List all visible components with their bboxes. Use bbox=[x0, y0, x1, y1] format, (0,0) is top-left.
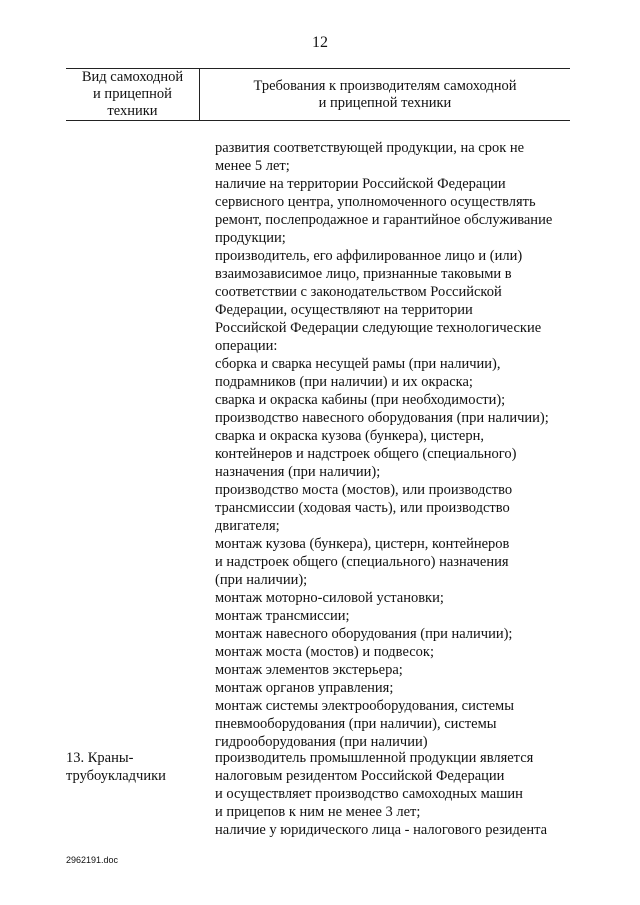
requirement-line: монтаж моторно-силовой установки; bbox=[215, 590, 444, 606]
requirement-line: трансмиссии (ходовая часть), или производство bbox=[215, 500, 510, 516]
requirement-line: производство моста (мостов), или производство bbox=[215, 482, 513, 498]
requirement-line: Федерации, осуществляют на территории bbox=[215, 302, 473, 318]
table-header-rule bbox=[66, 120, 570, 121]
requirement-line: производитель, его аффилированное лицо и (или) bbox=[215, 248, 523, 264]
requirement-line: наличие на территории Российской Федерации bbox=[215, 176, 506, 192]
header-col-requirements bbox=[200, 69, 570, 120]
requirement-line: назначения (при наличии); bbox=[215, 464, 381, 480]
requirement-line: Российской Федерации следующие технологические bbox=[215, 320, 542, 336]
header-col-type-line: Вид самоходной bbox=[81, 69, 184, 85]
requirement-line: взаимозависимое лицо, признанные таковыми в bbox=[215, 266, 512, 282]
requirement-line: сервисного центра, уполномоченного осуществлять bbox=[215, 194, 536, 210]
requirement-line: (при наличии); bbox=[215, 572, 308, 588]
requirement-line: менее 5 лет; bbox=[215, 158, 290, 174]
header-col-req-line: и прицепной техники bbox=[318, 94, 452, 111]
requirement-line: и прицепов к ним не менее 3 лет; bbox=[215, 804, 421, 820]
requirement-line: производство навесного оборудования (при наличии); bbox=[215, 410, 549, 426]
header-col-type-line: и прицепной bbox=[93, 86, 172, 102]
requirement-line: и надстроек общего (специального) назначения bbox=[215, 554, 509, 570]
requirement-line: ремонт, послепродажное и гарантийное обслуживание bbox=[215, 212, 553, 228]
requirement-line: налоговым резидентом Российской Федерации bbox=[215, 768, 505, 784]
requirement-line: монтаж кузова (бункера), цистерн, контейнеров bbox=[215, 536, 510, 552]
row2-type bbox=[66, 749, 206, 785]
requirement-line: монтаж моста (мостов) и подвесок; bbox=[215, 644, 434, 660]
requirement-line: гидрооборудования (при наличии) bbox=[215, 734, 428, 750]
requirement-line: монтаж элементов экстерьера; bbox=[215, 662, 403, 678]
row2-type-line: 13. Краны- bbox=[66, 750, 134, 766]
header-col-type-line: техники bbox=[107, 103, 158, 119]
requirement-line: подрамников (при наличии) и их окраска; bbox=[215, 374, 473, 390]
requirement-line: соответствии с законодательством Российской bbox=[215, 284, 502, 300]
requirement-line: и осуществляет производство самоходных машин bbox=[215, 786, 523, 802]
requirement-line: сварка и окраска кузова (бункера), цистерн, bbox=[215, 428, 484, 444]
header-col-req-line: Требования к производителям самоходной bbox=[253, 77, 517, 94]
requirement-line: продукции; bbox=[215, 230, 286, 246]
page-number: 12 bbox=[312, 34, 328, 51]
requirement-line: наличие у юридического лица - налогового резидента bbox=[215, 822, 548, 838]
requirement-line: монтаж трансмиссии; bbox=[215, 608, 350, 624]
requirement-line: контейнеров и надстроек общего (специального) bbox=[215, 446, 517, 462]
requirement-line: сварка и окраска кабины (при необходимости); bbox=[215, 392, 506, 408]
requirement-line: пневмооборудования (при наличии), системы bbox=[215, 716, 497, 732]
requirement-line: монтаж навесного оборудования (при наличии); bbox=[215, 626, 513, 642]
row2-type-line: трубоукладчики bbox=[66, 768, 166, 784]
requirement-line: монтаж системы электрооборудования, системы bbox=[215, 698, 514, 714]
row1-requirements bbox=[215, 139, 575, 751]
requirement-line: монтаж органов управления; bbox=[215, 680, 394, 696]
document-filename: 2962191.doc bbox=[66, 855, 119, 865]
row2-requirements bbox=[215, 749, 575, 839]
requirement-line: производитель промышленной продукции является bbox=[215, 750, 534, 766]
requirement-line: сборка и сварка несущей рамы (при наличии), bbox=[215, 356, 501, 372]
requirement-line: операции: bbox=[215, 338, 278, 354]
header-col-type bbox=[66, 69, 199, 120]
requirement-line: развития соответствующей продукции, на срок не bbox=[215, 140, 525, 156]
requirement-line: двигателя; bbox=[215, 518, 280, 534]
